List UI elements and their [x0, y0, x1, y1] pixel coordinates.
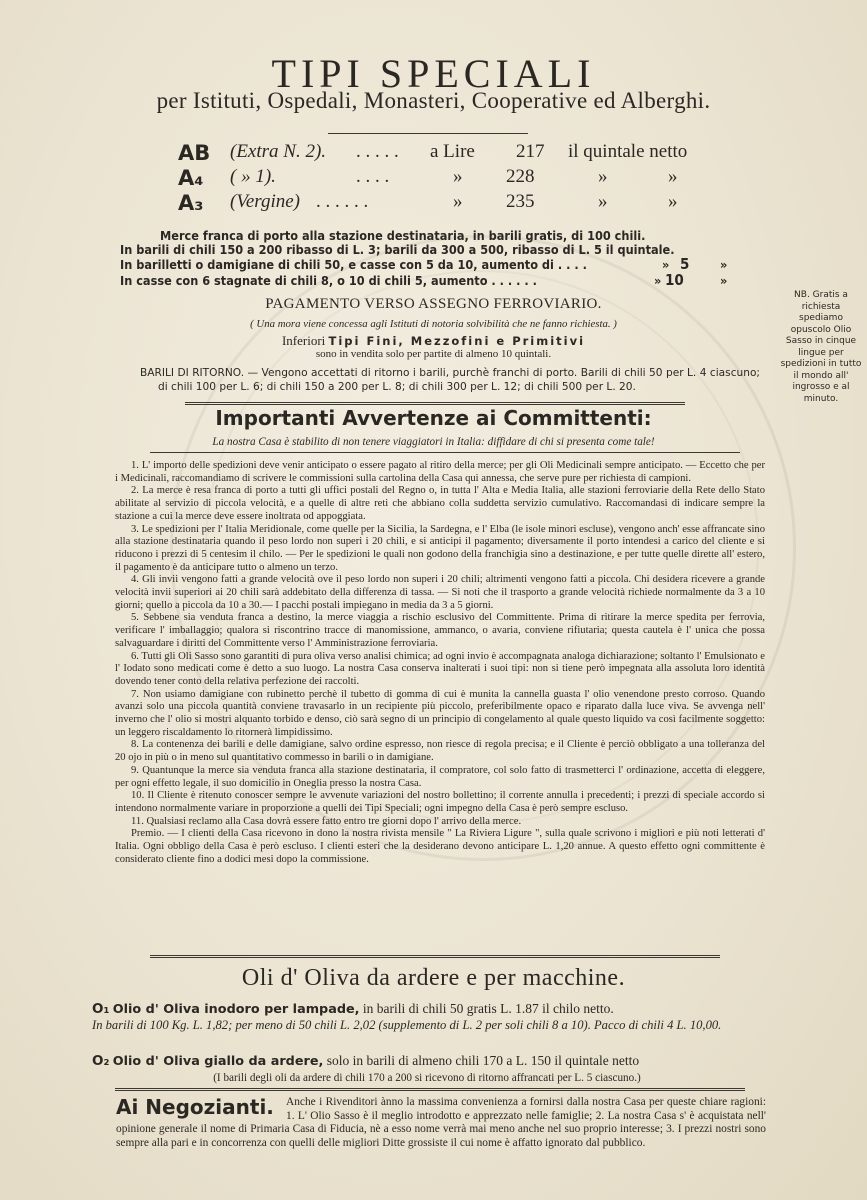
oil-o1 [92, 1000, 782, 1033]
price-code: AB [178, 141, 211, 165]
warning-item: 8. La contenenza dei barili e delle damigiane, salvo ordine espresso, non riesce di regola precisa; e il Cliente è perciò obbligato a una tolleranza del 20 ojo in più o in meno sul quantitativo commesso in barili o in damigiane. [115, 739, 765, 764]
condition-line: In barili di chili 150 a 200 ribasso di L. 3; barili da 300 a 500, ribasso di L. 5 il quintale. [120, 242, 675, 257]
payment-line: PAGAMENTO VERSO ASSEGNO FERROVIARIO. [265, 296, 602, 312]
oil-code: O₂ [92, 1053, 110, 1069]
retailers-title: Ai Negozianti. [116, 1095, 274, 1119]
price-code: A₄ [178, 166, 204, 190]
side-note: NB. Gratis a richiesta spediamo opuscolo Olio Sasso in cinque lingue per spedizioni in tutto il mondo all' ingrosso e al minuto. [780, 290, 862, 404]
price-value: 228 [506, 166, 535, 187]
condition-mark: » [720, 273, 728, 288]
condition-mark: » [720, 257, 728, 272]
warnings-underline [150, 452, 740, 453]
price-value: 217 [516, 141, 545, 162]
price-unit: » [598, 166, 608, 187]
oils-title: Oli d' Oliva da ardere e per macchine. [241, 965, 626, 991]
condition-value: 10 [665, 271, 684, 289]
section-divider [150, 955, 720, 958]
price-row-a4 [178, 166, 738, 192]
warning-item: 5. Sebbene sia venduta franca a destino, la merce viaggia a rischio esclusivo del Committente. Prima di ritirare la merce spedita per ferrovia, verificare l' imballaggio; qualora si riscontrino tracce di manomissione, ammanco, o avaria, conviene rifiutaria; questa cautela è l' unica che possa salvaguardare i diritti del Committente verso l' Amministrazione ferroviaria. [115, 612, 765, 649]
warning-item: 4. Gli invii vengono fatti a grande velocità ove il peso lordo non superi i 20 chili; altrimenti vengono fatti a piccola. Chi desidera ricevere a grande velocità invii superiori ai 20 chili sarà addebitato della differenza di tassa. — Si noti che il trasporto a grande velocità richiede normalmente da 3 a 10 giorni; quello a piccola da 10 a 30.— I pacchi postali impiegano in media da 3 a 5 giorni. [115, 574, 765, 611]
price-unit: » [598, 191, 608, 212]
condition-value: 5 [680, 255, 690, 273]
warning-item: 9. Quantunque la merce sia venduta franca alla stazione destinataria, il compratore, col solo fatto di trasmetterci l' ordinazione, accetta di eleggere, per ogni effetto legale, il suo domicilio in Oneglia presso la nostra Casa. [115, 764, 765, 789]
price-prefix: » [453, 191, 463, 212]
oil-price: in barili di chili 50 gratis L. 1.87 il chilo netto. [362, 1001, 614, 1016]
oil-price: solo in barili di almeno chili 170 a L. 150 il quintale netto [326, 1053, 640, 1068]
warning-item: 10. Il Cliente è ritenuto conoscer sempre le avvenute variazioni del nostro bollettino; il corrente annulla i precedenti; i prezzi di speciale accordo si intendono normalmente variare in proporzione a quelli dei Tipi Speciali; ogni impegno della Casa è però sempre escluso. [115, 790, 765, 814]
oil-details: In barili di 100 Kg. L. 1,82; per meno di 50 chili L. 2,02 (supplemento di L. 2 per soli chili 8 a 10). Pacco di chili 4 L. 10,00. [92, 1018, 722, 1032]
price-desc: ( » 1). [230, 166, 276, 187]
price-prefix: a Lire [430, 141, 475, 162]
inferior-prefix: Inferiori [281, 333, 326, 348]
payment-note: ( Una mora viene concessa agli Istituti di notoria solvibilità che ne fanno richiesta. ) [250, 318, 617, 330]
price-dots: . . . . . . [316, 191, 369, 212]
price-prefix: » [453, 166, 463, 187]
warnings-list [115, 460, 765, 867]
inferior-note: sono in vendita solo per partite di almeno 10 quintali. [315, 348, 552, 360]
price-code: A₃ [178, 191, 204, 215]
price-dots: . . . . [356, 166, 390, 187]
page-subtitle: per Istituti, Ospedali, Monasteri, Cooperative ed Alberghi. [156, 88, 711, 113]
warning-item: 7. Non usiamo damigiane con rubinetto perchè il tubetto di gomma di cui è munita la cannella guasta l' olio venendone presto corroso. Quando avanzi solo una piccola quantità conviene travasarlo in un recipiente più piccolo, preferibilmente opaco e riparato dalla luce viva. Se avvenga nell' inverno che l' olio si mostri alquanto torbido e denso, ciò sarà segno di un principio di congelamento al quale questo liquido va così facilmente soggetto: un leggero riscaldamento lo ritornerà limpidissimo. [115, 688, 765, 738]
warning-item: 6. Tutti gli Oli Sasso sono garantiti di pura oliva verso analisi chimica; ad ogni invio è accompagnata analoga dichiarazione; soltanto l' Emulsionato e l' Iodato sono medicati come è detto a suo luogo. La nostra Casa conserva inalterati i suoi tipi: non si tiene però impegnata alla assoluta loro identità dovendo tener conto della relativa perfezione dei raccolti. [115, 650, 765, 687]
returns-note: BARILI DI RITORNO. — Vengono accettati di ritorno i barili, purchè franchi di porto. Barili di chili 50 per L. 4 ciascuno; di chili 100 per L. 6; di chili 150 a 200 per L. 8; di chili 300 per L. 12; di chili 500 per L. 20. [140, 367, 760, 393]
condition-mark: » [662, 257, 670, 272]
oil-details: (I barili degli oli da ardere di chili 170 a 200 si ricevono di ritorno affrancati per L. 5 ciascuno.) [213, 1072, 641, 1084]
section-divider [185, 402, 685, 405]
inferior-types: Tipi Fini, Mezzofini e Primitivi [328, 334, 586, 348]
title-divider [328, 133, 528, 134]
price-unit: il quintale netto [568, 141, 688, 162]
warning-item: 2. La merce è resa franca di porto a tutti gli uffici postali del Regno o, in tutta l' Alta e Media Italia, alle stazioni ferroviarie della Rete dello Stato abilitate al servizio di piccola velocità, e a quelle di altre reti che abbiano colla suddetta servizio cumulativo. Raccomandasi di indicare sempre la stazione a cui la merce deve essere inoltrata od appoggiata. [115, 485, 765, 522]
price-value: 235 [506, 191, 535, 212]
price-row-a3 [178, 191, 738, 217]
warning-item: 11. Qualsiasi reclamo alla Casa dovrà essere fatto entro tre giorni dopo l' arrivo della merce. [131, 815, 522, 827]
section-divider [115, 1088, 745, 1091]
warnings-subtitle: La nostra Casa è stabilito di non tenere viaggiatori in Italia: diffidare di chi si presenta come tale! [212, 436, 655, 448]
condition-text: In barilletti o damigiane di chili 50, e casse con 5 da 10, aumento di . . . . [120, 257, 587, 272]
condition-text: In casse con 6 stagnate di chili 8, o 10 di chili 5, aumento . . . . . . [120, 273, 537, 288]
oil-o2 [92, 1052, 782, 1087]
oil-code: O₁ [92, 1001, 110, 1017]
price-desc: (Extra N. 2). [230, 141, 327, 162]
retailers-body: Anche i Rivenditori ànno la massima convenienza a fornirsi dalla nostra Casa per queste chiare ragioni: 1. L' Olio Sasso è il meglio introdotto e apprezzato nelle famiglie; 2. La nostra Casa s' è acquistata nell' opinione generale il nome di Primaria Casa di Fiducia, nè a esso nome verrà mai meno anche nel suo proprio interesse; 3. I prezzi nostri sono sempre alla pari e in concorrenza con quelli delle migliori Ditte grossiste il cui nome è affatto ignorato dal pubblico. [116, 1096, 766, 1149]
warning-item: 3. Le spedizioni per l' Italia Meridionale, come quelle per la Sicilia, la Sardegna, e l' Elba (le isole minori escluse), vengono anch' esse affrancate sino alla stazione destinataria quando il peso lordo non superi i 20 chili, e si anticipi il pagamento; diversamente il porto intendesi a carico del cliente e si riducono i prezzi di 5 centesim il chilo. — Per le spedizioni le quali non godono della franchigia sino a destinazione, e per tutte quelle dirette all' estero, il pagamento è da anticipare tutto o almeno un terzo. [115, 523, 765, 573]
title-spacer [116, 1096, 286, 1110]
page-title: TIPI SPECIALI [271, 51, 596, 96]
condition-mark: » [654, 273, 662, 288]
oil-name: Olio d' Oliva inodoro per lampade, [112, 1002, 360, 1017]
warnings-title: Importanti Avvertenze ai Committenti: [215, 406, 652, 430]
condition-line: Merce franca di porto alla stazione destinataria, in barili gratis, di 100 chili. [160, 228, 646, 243]
warning-item: Premio. — I clienti della Casa ricevono in dono la nostra rivista mensile " La Riviera Ligure ", sulla quale scrivono i migliori e più noti letterati d' Italia. Ogni obbligo della Casa è però escluso. I clienti esteri che la desiderano devono anticipare L. 1,20 annue. A questo effetto ogni committente è considerato cliente fino a dodici mesi dopo la commissione. [115, 828, 765, 865]
price-dots: . . . . . [356, 141, 399, 162]
price-row-ab [178, 141, 738, 167]
price-desc: (Vergine) [230, 191, 300, 212]
inferior-types-line [0, 333, 867, 349]
retailers-text [116, 1096, 766, 1150]
price-unit-mark: » [668, 191, 678, 212]
oil-name: Olio d' Oliva giallo da ardere, [112, 1054, 324, 1069]
price-unit-mark: » [668, 166, 678, 187]
warning-item: 1. L' importo delle spedizioni deve venir anticipato o essere pagato al ritiro della merce; per gli Oli Medicinali sempre anticipato. — Eccetto che per i Medicinali, raccomandiamo di scrivere le commissioni sulla cartolina della Casa qui annessa, che serve pure per richiesta di campioni. [115, 460, 765, 484]
